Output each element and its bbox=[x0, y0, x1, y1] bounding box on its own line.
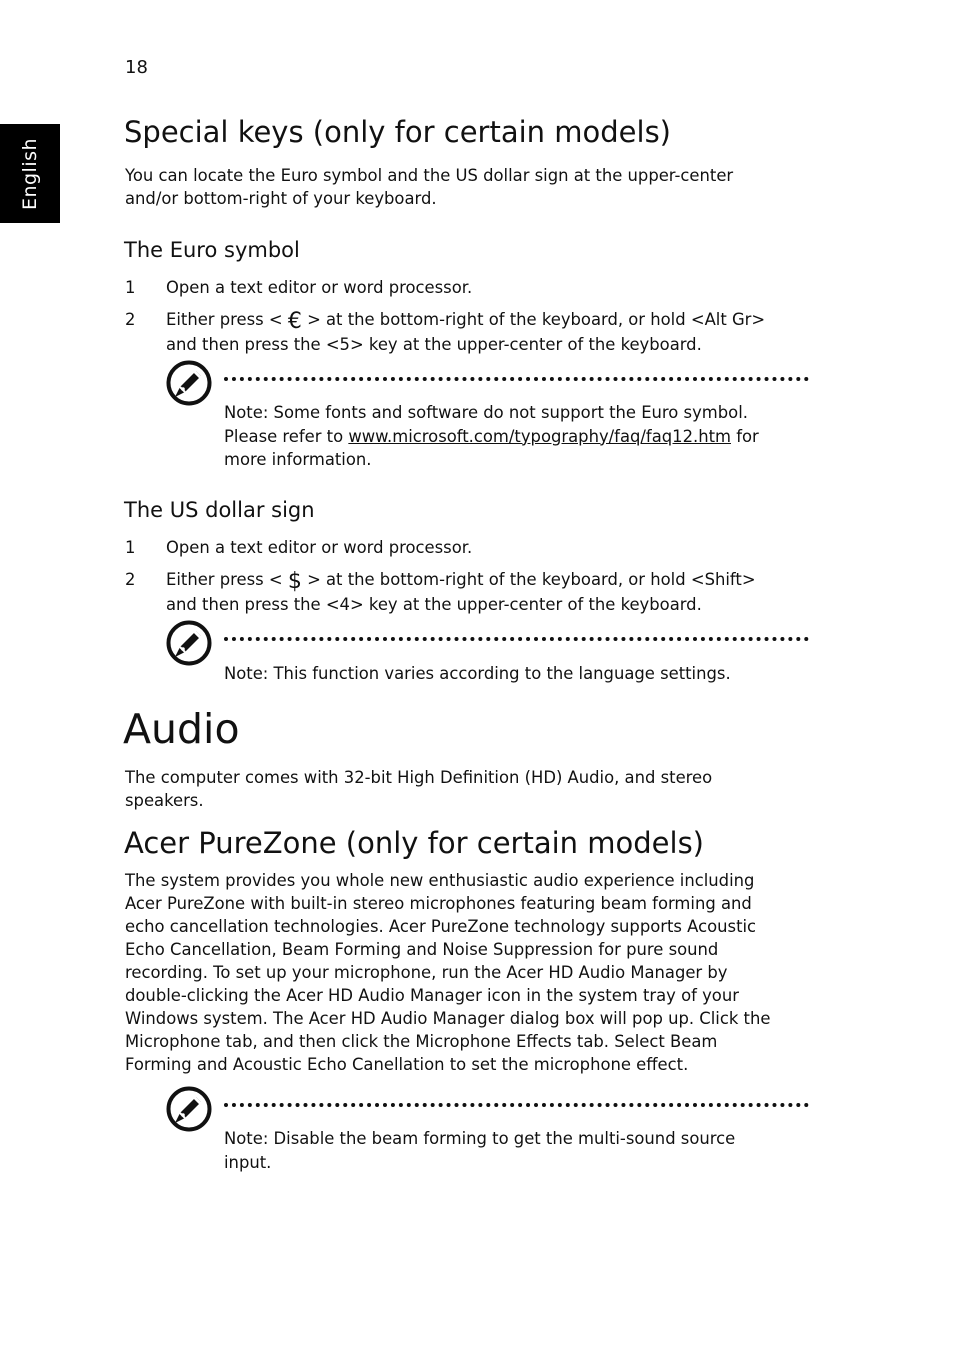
paragraph-line: Forming and Acoustic Echo Canellation to set the microphone effect. bbox=[125, 1055, 689, 1074]
section-title-purezone: Acer PureZone (only for certain models) bbox=[124, 826, 704, 860]
euro-key-glyph: € bbox=[287, 309, 302, 334]
paragraph-line: double-clicking the Acer HD Audio Manager icon in the system tray of your bbox=[125, 986, 739, 1005]
note-pen-icon bbox=[166, 360, 212, 406]
note-label: Note bbox=[224, 1129, 263, 1148]
intro-line: speakers. bbox=[125, 791, 204, 810]
note-text-part: more information. bbox=[224, 450, 372, 469]
step-text-part: Either press < bbox=[166, 310, 288, 329]
note-text-part: for bbox=[731, 426, 759, 446]
paragraph-line: Microphone tab, and then click the Microphone Effects tab. Select Beam bbox=[125, 1032, 718, 1051]
note-dollar bbox=[224, 662, 809, 686]
step-number: 2 bbox=[125, 310, 136, 329]
step-number: 1 bbox=[125, 538, 136, 557]
paragraph-line: recording. To set up your microphone, run the Acer HD Audio Manager by bbox=[125, 963, 728, 982]
intro-line: You can locate the Euro symbol and the US dollar sign at the upper-center bbox=[125, 166, 734, 185]
typography-faq-link[interactable]: www.microsoft.com/typography/faq/faq12.htm bbox=[348, 426, 731, 446]
subsection-title-dollar: The US dollar sign bbox=[124, 498, 315, 522]
step-text: Open a text editor or word processor. bbox=[166, 278, 473, 297]
special-keys-intro bbox=[125, 164, 815, 210]
step-number: 2 bbox=[125, 570, 136, 589]
note-divider bbox=[224, 377, 809, 381]
intro-line: and/or bottom-right of your keyboard. bbox=[125, 189, 437, 208]
step-text-part: Either press < bbox=[166, 570, 288, 589]
note-pen-icon bbox=[166, 1086, 212, 1132]
step-text-part: and then press the bbox=[166, 595, 326, 614]
step-text bbox=[166, 568, 816, 616]
step-number: 1 bbox=[125, 278, 136, 297]
audio-intro bbox=[125, 766, 815, 812]
note-divider bbox=[224, 1103, 809, 1107]
step-text-part: and then press the bbox=[166, 335, 326, 354]
note-text-part: input. bbox=[224, 1152, 272, 1172]
note-divider bbox=[224, 637, 809, 641]
paragraph-line: The system provides you whole new enthusiastic audio experience including bbox=[125, 871, 755, 890]
paragraph-line: echo cancellation technologies. Acer PureZone technology supports Acoustic bbox=[125, 917, 757, 936]
key-name: <4> bbox=[325, 595, 364, 614]
section-title-special-keys: Special keys (only for certain models) bbox=[124, 115, 671, 149]
language-tab-label: English bbox=[19, 137, 41, 210]
key-name: <5> bbox=[325, 335, 364, 354]
step-text-part: > at the bottom-right of the keyboard, or hold bbox=[301, 570, 691, 589]
note-text-part: Please refer to bbox=[224, 426, 349, 446]
purezone-paragraph bbox=[125, 869, 815, 1076]
subsection-title-euro: The Euro symbol bbox=[124, 238, 300, 262]
paragraph-line: Echo Cancellation, Beam Forming and Noise Suppression for pure sound bbox=[125, 940, 719, 959]
note-purezone bbox=[224, 1127, 809, 1174]
note-label: Note: bbox=[224, 664, 269, 683]
note-text-part: : Some fonts and software do not support the Euro symbol. bbox=[262, 403, 748, 422]
key-name: Alt Gr> bbox=[704, 310, 766, 329]
step-text-part: key at the upper-center of the keyboard. bbox=[363, 595, 702, 614]
note-euro bbox=[224, 401, 809, 472]
intro-line: The computer comes with 32-bit High Definition (HD) Audio, and stereo bbox=[125, 768, 713, 787]
step-text bbox=[166, 308, 816, 356]
step-text-part: key at the upper-center of the keyboard. bbox=[363, 335, 702, 354]
dollar-key-glyph: $ bbox=[287, 569, 302, 594]
chapter-title-audio: Audio bbox=[123, 705, 240, 753]
step-text: Open a text editor or word processor. bbox=[166, 538, 473, 557]
language-tab bbox=[0, 124, 60, 223]
note-label: Note bbox=[224, 403, 263, 422]
note-pen-icon bbox=[166, 620, 212, 666]
key-name: <Shift> bbox=[690, 570, 756, 589]
paragraph-line: Windows system. The Acer HD Audio Manager dialog box will pop up. Click the bbox=[125, 1009, 771, 1028]
note-text-part: : Disable the beam forming to get the multi-sound source bbox=[262, 1129, 736, 1148]
note-text-part: This function varies according to the language settings. bbox=[268, 664, 731, 683]
step-text-part: > at the bottom-right of the keyboard, or hold < bbox=[301, 310, 705, 329]
page-number: 18 bbox=[125, 57, 148, 78]
paragraph-line: Acer PureZone with built-in stereo microphones featuring beam forming and bbox=[125, 894, 752, 913]
